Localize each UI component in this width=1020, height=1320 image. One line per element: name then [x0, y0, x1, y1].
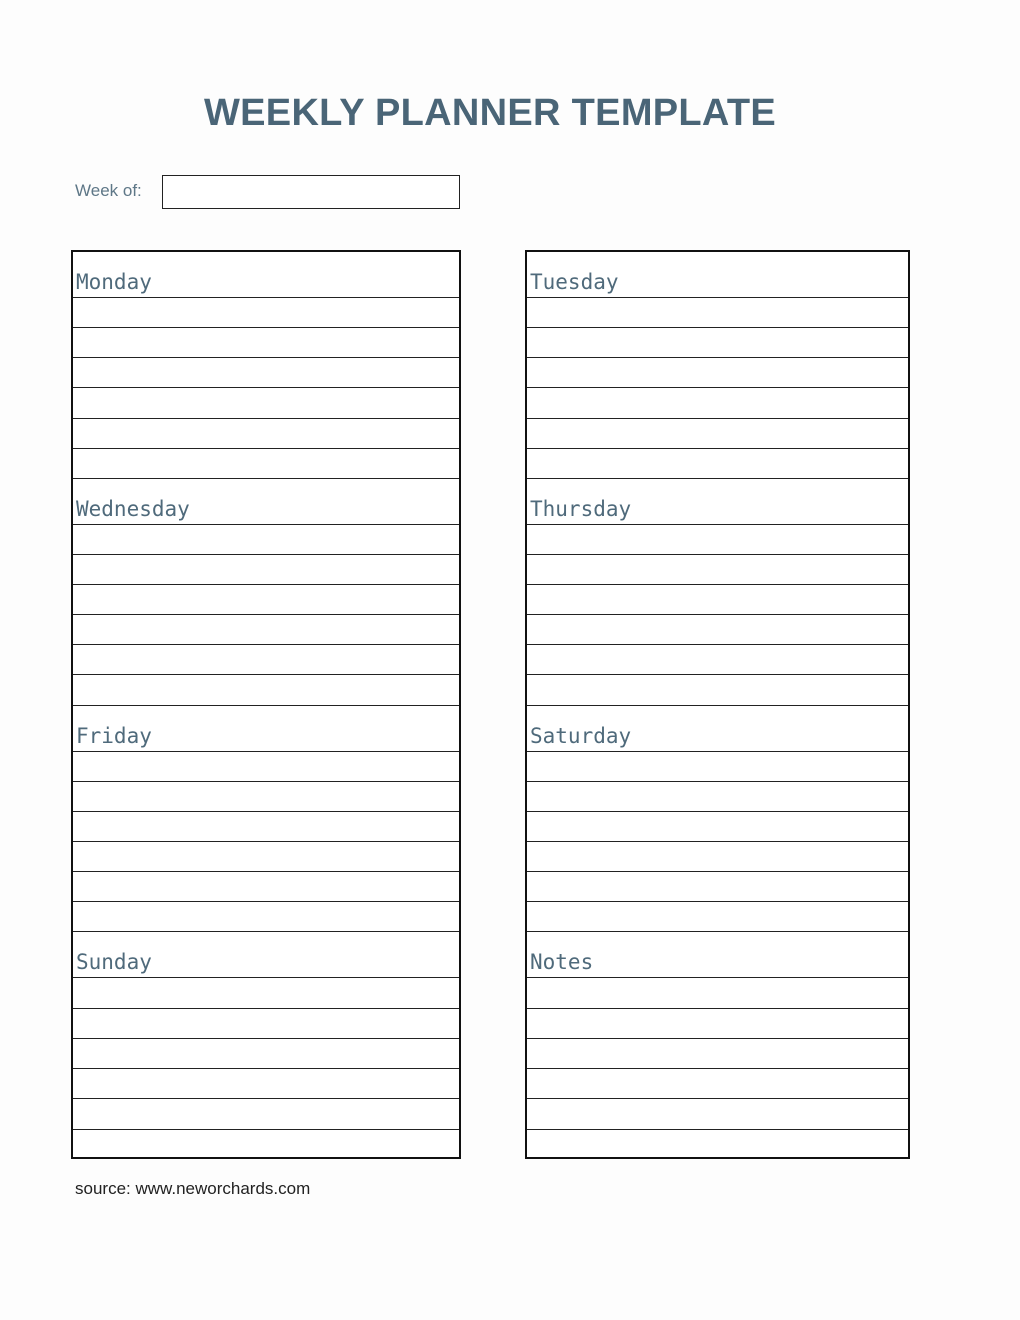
day-section	[527, 479, 908, 706]
day-section	[527, 252, 908, 479]
writing-line[interactable]	[527, 328, 908, 358]
writing-line[interactable]	[527, 298, 908, 328]
week-of-input[interactable]	[162, 175, 460, 209]
day-section	[73, 479, 459, 706]
day-section	[73, 252, 459, 479]
day-header-wednesday: Wednesday	[73, 479, 459, 525]
page-title: WEEKLY PLANNER TEMPLATE	[203, 92, 777, 134]
day-header-sunday: Sunday	[73, 932, 459, 978]
writing-line[interactable]	[527, 585, 908, 615]
writing-line[interactable]	[527, 1130, 908, 1159]
writing-line[interactable]	[527, 358, 908, 388]
day-header-saturday: Saturday	[527, 706, 908, 752]
notes-section	[527, 932, 908, 1159]
writing-line[interactable]	[73, 615, 459, 645]
source-credit: source: www.neworchards.com	[75, 1179, 311, 1198]
writing-line[interactable]	[73, 978, 459, 1008]
day-header-friday: Friday	[73, 706, 459, 752]
writing-line[interactable]	[73, 358, 459, 388]
writing-line[interactable]	[73, 1039, 459, 1069]
writing-line[interactable]	[527, 645, 908, 675]
notes-header: Notes	[527, 932, 908, 978]
writing-line[interactable]	[527, 782, 908, 812]
writing-line[interactable]	[73, 1009, 459, 1039]
writing-line[interactable]	[527, 419, 908, 449]
right-column	[525, 250, 910, 1159]
writing-line[interactable]	[73, 752, 459, 782]
writing-line[interactable]	[73, 555, 459, 585]
day-header-monday: Monday	[73, 252, 459, 298]
writing-line[interactable]	[73, 645, 459, 675]
writing-line[interactable]	[527, 449, 908, 479]
writing-line[interactable]	[73, 842, 459, 872]
writing-line[interactable]	[73, 419, 459, 449]
writing-line[interactable]	[527, 1069, 908, 1099]
writing-line[interactable]	[527, 812, 908, 842]
week-of-label: Week of:	[75, 181, 142, 200]
writing-line[interactable]	[73, 525, 459, 555]
writing-line[interactable]	[73, 388, 459, 418]
day-section	[73, 932, 459, 1159]
writing-line[interactable]	[527, 1099, 908, 1129]
day-section	[527, 706, 908, 933]
writing-line[interactable]	[73, 1099, 459, 1129]
writing-line[interactable]	[527, 902, 908, 932]
writing-line[interactable]	[73, 812, 459, 842]
writing-line[interactable]	[527, 525, 908, 555]
writing-line[interactable]	[527, 842, 908, 872]
writing-line[interactable]	[527, 388, 908, 418]
writing-line[interactable]	[73, 449, 459, 479]
writing-line[interactable]	[527, 1009, 908, 1039]
writing-line[interactable]	[527, 615, 908, 645]
writing-line[interactable]	[73, 328, 459, 358]
writing-line[interactable]	[527, 675, 908, 705]
writing-line[interactable]	[527, 978, 908, 1008]
writing-line[interactable]	[73, 1069, 459, 1099]
writing-line[interactable]	[527, 752, 908, 782]
writing-line[interactable]	[73, 872, 459, 902]
writing-line[interactable]	[527, 555, 908, 585]
writing-line[interactable]	[73, 675, 459, 705]
day-header-tuesday: Tuesday	[527, 252, 908, 298]
writing-line[interactable]	[527, 1039, 908, 1069]
left-column	[71, 250, 461, 1159]
writing-line[interactable]	[527, 872, 908, 902]
day-header-thursday: Thursday	[527, 479, 908, 525]
writing-line[interactable]	[73, 902, 459, 932]
writing-line[interactable]	[73, 298, 459, 328]
day-section	[73, 706, 459, 933]
writing-line[interactable]	[73, 585, 459, 615]
writing-line[interactable]	[73, 1130, 459, 1159]
writing-line[interactable]	[73, 782, 459, 812]
